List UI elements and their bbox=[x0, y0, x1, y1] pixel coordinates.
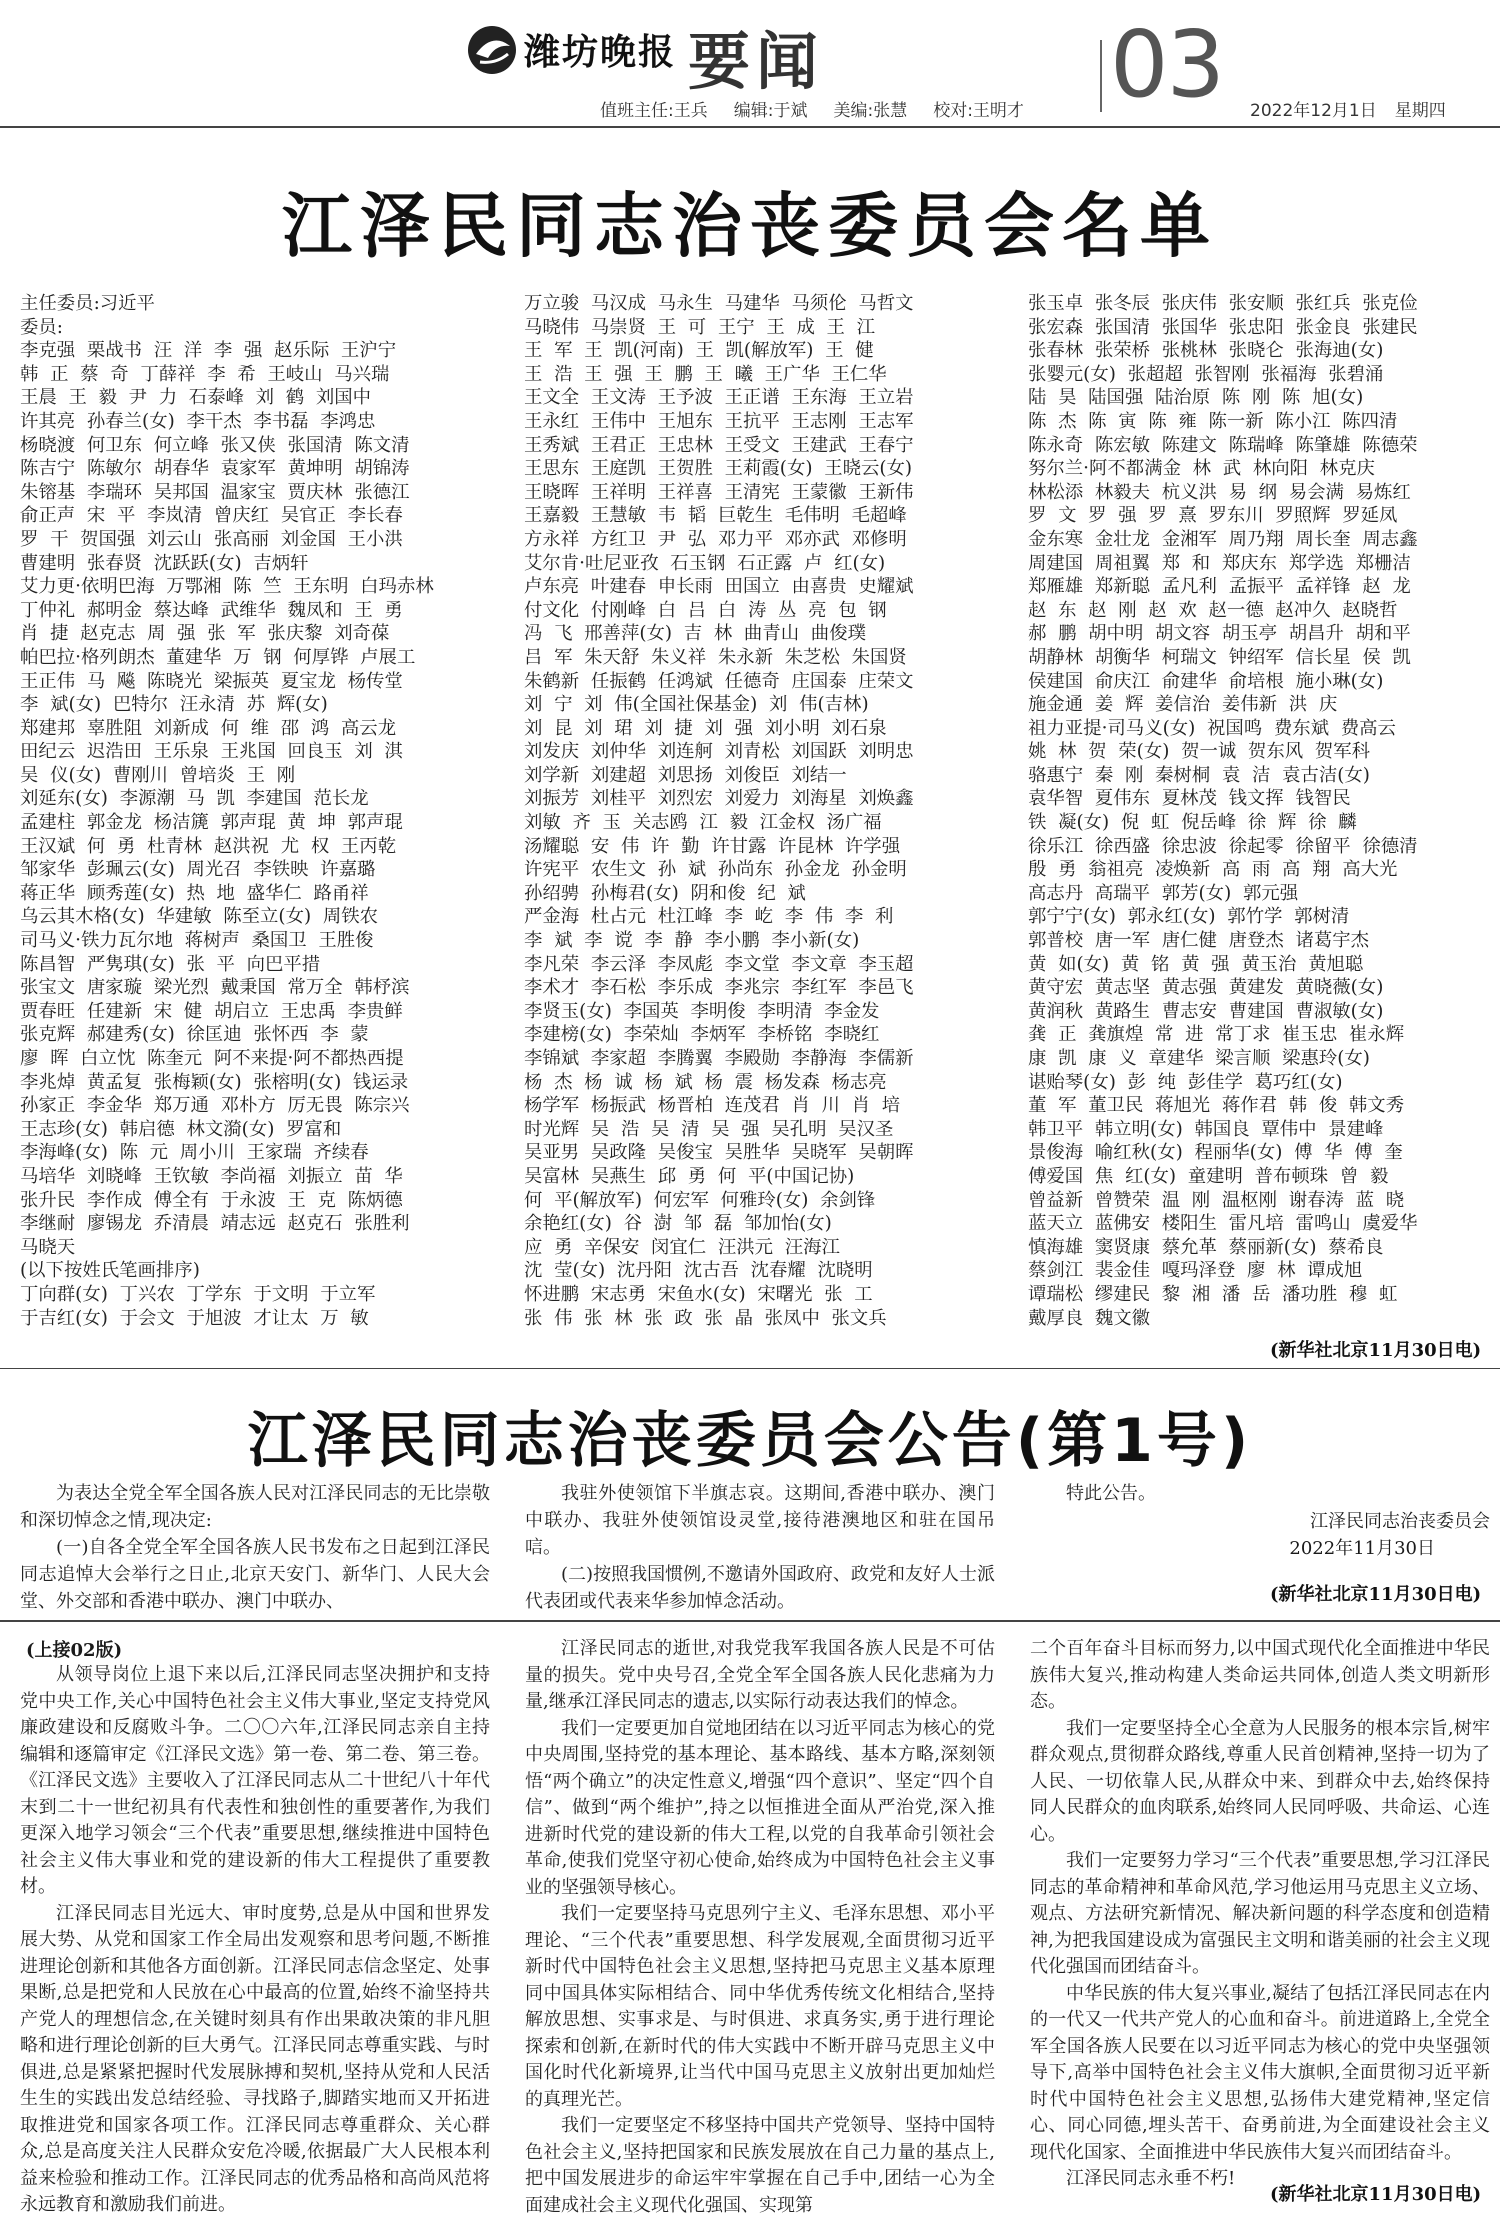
article-paragraph: 中华民族的伟大复兴事业,凝结了包括江泽民同志在内的一代又一代共产党人的心血和奋斗。前进道路上,全党全军全国各族人民要在以习近平同志为核心的党中央坚强领导下,高举中国特色社会主义伟大旗帜,全面贯彻习近平新时代中国特色社会主义思想,弘扬伟大建党精神,坚定信心、同心同德,埋头苦干、奋勇前进,为全面建设社会主义现代化国家、全面推进中华民族伟大复兴而团结奋斗。 bbox=[1030, 1982, 1490, 2163]
name-list-row: 铁 凝(女) 倪 虹 倪岳峰 徐 辉 徐 麟 bbox=[1028, 812, 1357, 834]
name-list-row: 吴亚男 吴政隆 吴俊宝 吴胜华 吴晓军 吴朝晖 bbox=[524, 1142, 914, 1164]
name-list-row: 李贤玉(女) 李国英 李明俊 李明清 李金发 bbox=[524, 1000, 880, 1022]
name-list-row: 帕巴拉·格列朗杰 董建华 万 钢 何厚铧 卢展工 bbox=[20, 646, 416, 668]
name-list-row: 何 平(解放军) 何宏军 何雅玲(女) 余剑锋 bbox=[524, 1189, 876, 1211]
name-list-row: 马培华 刘晓峰 王钦敏 李尚福 刘振立 苗 华 bbox=[20, 1165, 403, 1187]
announcement-paragraph: 我驻外使领馆下半旗志哀。这期间,香港中联办、澳门中联办、我驻外使领馆设灵堂,接待港澳地区和驻在国吊唁。 bbox=[525, 1483, 995, 1558]
name-list-row: 李 斌 李 谠 李 静 李小鹏 李小新(女) bbox=[524, 930, 860, 952]
name-list-row: 罗 干 贺国强 刘云山 张高丽 刘金国 王小洪 bbox=[20, 528, 403, 550]
name-list-row: 朱鹤新 任振鹤 任鸿斌 任德奇 庄国泰 庄荣文 bbox=[524, 670, 914, 692]
announcement-closing: 特此公告。 bbox=[1066, 1483, 1156, 1504]
name-list-row: 陈吉宁 陈敏尔 胡春华 袁家军 黄坤明 胡锦涛 bbox=[20, 458, 410, 480]
staff-art-editor: 美编:张慧 bbox=[833, 101, 908, 121]
name-list-row: 司马义·铁力瓦尔地 蒋树声 桑国卫 王胜俊 bbox=[20, 930, 374, 952]
name-list-row: 于吉红(女) 于会文 于旭波 才让太 万 敏 bbox=[20, 1307, 369, 1329]
list-headline: 江泽民同志治丧委员会名单 bbox=[282, 185, 1218, 267]
name-list-row: 景俊海 喻红秋(女) 程丽华(女) 傅 华 傅 奎 bbox=[1028, 1142, 1403, 1164]
name-list-row: 杨学军 杨振武 杨晋柏 连茂君 肖 川 肖 培 bbox=[524, 1095, 901, 1117]
name-list-row: 李凡荣 李云泽 李凤彪 李文堂 李文章 李玉超 bbox=[524, 953, 914, 975]
name-list-row: 张婴元(女) 张超超 张智刚 张福海 张碧涌 bbox=[1028, 363, 1384, 385]
name-list-row: 金东寒 金壮龙 金湘军 周乃翔 周长奎 周志鑫 bbox=[1028, 528, 1418, 550]
name-list-row: 黄润秋 黄路生 曹志安 曹建国 曹淑敏(女) bbox=[1028, 1000, 1384, 1022]
continuation-column-3 bbox=[1030, 1636, 1490, 2193]
name-list-row: 袁华智 夏伟东 夏林茂 钱文挥 钱智民 bbox=[1028, 788, 1351, 810]
continuation-column-1 bbox=[20, 1662, 490, 2219]
name-list-row: 曾益新 曾赞荣 温 刚 温枢刚 谢春涛 蓝 晓 bbox=[1028, 1189, 1405, 1211]
dateline bbox=[1250, 96, 1464, 121]
name-list-row: 慎海雄 窦贤康 蔡允革 蔡丽新(女) 蔡希良 bbox=[1028, 1236, 1384, 1258]
name-list-row: 刘 宁 刘 伟(全国社保基金) 刘 伟(吉林) bbox=[524, 694, 869, 716]
name-list-row: 万立骏 马汉成 马永生 马建华 马须伦 马哲文 bbox=[524, 293, 914, 314]
list-column-1 bbox=[20, 292, 510, 1330]
name-list-row: 杨 杰 杨 诚 杨 斌 杨 震 杨发森 杨志亮 bbox=[524, 1071, 887, 1093]
name-list-row: 李兆焯 黄孟复 张梅颖(女) 张榕明(女) 钱运录 bbox=[20, 1071, 409, 1093]
continuation-credit: (新华社北京11月30日电) bbox=[1270, 2184, 1482, 2205]
name-list-row: 田纪云 迟浩田 王乐泉 王兆国 回良玉 刘 淇 bbox=[20, 741, 403, 763]
announcement-column-1 bbox=[20, 1480, 490, 1615]
list-column-3 bbox=[1028, 292, 1498, 1330]
name-list-row: 殷 勇 翁祖亮 凌焕新 高 雨 高 翔 高大光 bbox=[1028, 859, 1398, 881]
masthead-rule bbox=[0, 126, 1500, 128]
name-list-row: (以下按姓氏笔画排序) bbox=[20, 1260, 200, 1282]
name-list-row: 王 浩 王 强 王 鹏 王 曦 王广华 王仁华 bbox=[524, 363, 887, 385]
name-list-row: 艾尔肯·吐尼亚孜 石玉钢 石正露 卢 红(女) bbox=[524, 552, 886, 574]
name-list-row: 董 军 董卫民 蒋旭光 蒋作君 韩 俊 韩文秀 bbox=[1028, 1095, 1405, 1117]
name-list-row: 余艳红(女) 谷 澍 邹 磊 邹加怡(女) bbox=[524, 1213, 832, 1235]
name-list-row: 黄守宏 黄志坚 黄志强 黄建发 黄晓薇(女) bbox=[1028, 977, 1384, 999]
name-list-row: 张玉卓 张冬辰 张庆伟 张安顺 张红兵 张克俭 bbox=[1028, 293, 1418, 314]
announcement-column-3 bbox=[1030, 1480, 1490, 1507]
name-list-row: 俞正声 宋 平 李岚清 曾庆红 吴官正 李长春 bbox=[20, 505, 403, 527]
announcement-headline: 江泽民同志治丧委员会公告(第1号) bbox=[247, 1406, 1253, 1476]
name-list-row: 付文化 付刚峰 白 吕 白 涛 丛 亮 包 钢 bbox=[524, 599, 887, 621]
list-credit: (新华社北京11月30日电) bbox=[1270, 1340, 1482, 1361]
name-list-row: 许其亮 孙春兰(女) 李干杰 李书磊 李鸿忠 bbox=[20, 410, 376, 432]
name-list-row: 傅爱国 焦 红(女) 童建明 普布顿珠 曾 毅 bbox=[1028, 1165, 1389, 1187]
name-list-row: 张宝文 唐家璇 梁光烈 戴秉国 常万全 韩杼滨 bbox=[20, 977, 410, 999]
name-list-row: 邹家华 彭珮云(女) 周光召 李铁映 许嘉璐 bbox=[20, 859, 376, 881]
name-list-row: 王志珍(女) 韩启德 林文漪(女) 罗富和 bbox=[20, 1118, 342, 1140]
name-list-row: 时光辉 吴 浩 吴 清 吴 强 吴孔明 吴汉圣 bbox=[524, 1118, 894, 1140]
name-list-row: 朱镕基 李瑞环 吴邦国 温家宝 贾庆林 张德江 bbox=[20, 481, 410, 503]
name-list-row: 杨晓渡 何卫东 何立峰 张又侠 张国清 陈文清 bbox=[20, 434, 410, 456]
name-list-row: 祖力亚提·司马义(女) 祝国鸣 费东斌 费高云 bbox=[1028, 717, 1396, 739]
name-list-row: 林松添 林毅夫 杭义洪 易 纲 易会满 易炼红 bbox=[1028, 481, 1411, 503]
name-list-row: 李 斌(女) 巴特尔 汪永清 苏 辉(女) bbox=[20, 694, 328, 716]
name-list-row: 王文全 王文涛 王予波 王正谱 王东海 王立岩 bbox=[524, 387, 914, 409]
name-list-row: 严金海 杜占元 杜江峰 李 屹 李 伟 李 利 bbox=[524, 906, 894, 928]
name-list-row: 汤耀聪 安 伟 许 勤 许甘露 许昆林 许学强 bbox=[524, 835, 901, 857]
name-list-row: 李海峰(女) 陈 元 周小川 王家瑞 齐续春 bbox=[20, 1142, 369, 1164]
name-list-row: 孙绍骋 孙梅君(女) 阴和俊 纪 斌 bbox=[524, 882, 806, 904]
name-list-row: 郭宁宁(女) 郭永红(女) 郭竹学 郭树清 bbox=[1028, 906, 1350, 928]
name-list-row: 谌贻琴(女) 彭 纯 彭佳学 葛巧红(女) bbox=[1028, 1071, 1343, 1093]
continued-from-label: (上接02版) bbox=[26, 1640, 123, 1661]
article-paragraph: 我们一定要努力学习“三个代表”重要思想,学习江泽民同志的革命精神和革命风范,学习他运用马克思主义立场、观点、方法研究新情况、解决新问题的科学态度和创造精神,为把我国建设成为富强民主文明和谐美丽的社会主义现代化强国而团结奋斗。 bbox=[1030, 1850, 1490, 1977]
issue-date: 2022年12月1日 bbox=[1250, 101, 1377, 121]
name-list-row: 吕 军 朱天舒 朱义祥 朱永新 朱芝松 朱国贤 bbox=[524, 646, 907, 668]
name-list-row: 丁向群(女) 丁兴农 丁学东 于文明 于立军 bbox=[20, 1283, 376, 1305]
name-list-row: 曹建明 张春贤 沈跃跃(女) 吉炳轩 bbox=[20, 552, 309, 574]
name-list-row: 蒋正华 顾秀莲(女) 热 地 盛华仁 路甬祥 bbox=[20, 882, 369, 904]
name-list-row: 怀进鹏 宋志勇 宋鱼水(女) 宋曙光 张 工 bbox=[524, 1283, 873, 1305]
name-list-row: 王汉斌 何 勇 杜青林 赵洪祝 尤 权 王丙乾 bbox=[20, 835, 397, 857]
newspaper-brand: 潍坊晚报 bbox=[524, 32, 677, 73]
name-list-row: 吴富林 吴燕生 邱 勇 何 平(中国记协) bbox=[524, 1165, 855, 1187]
name-list-row: 王嘉毅 王慧敏 韦 韬 巨乾生 毛伟明 毛超峰 bbox=[524, 505, 907, 527]
name-list-row: 赵 东 赵 刚 赵 欢 赵一德 赵冲久 赵晓哲 bbox=[1028, 599, 1398, 621]
article-paragraph: 江泽民同志目光远大、审时度势,总是从中国和世界发展大势、从党和国家工作全局出发观察和思考问题,不断推进理论创新和其他各方面创新。江泽民同志信念坚定、处事果断,总是把党和人民放在心中最高的位置,始终不渝坚持共产党人的理想信念,在关键时刻具有作出果敢决策的非凡胆略和进行理论创新的巨大勇气。江泽民同志尊重实践、与时俱进,总是紧紧把握时代发展脉搏和契机,坚持从党和人民活生生的实践出发总结经验、寻找路子,脚踏实地而又开拓进取推进党和国家各项工作。江泽民同志尊重群众、关心群众,总是高度关注人民群众安危冷暖,依据最广大人民根本利益来检验和推动工作。江泽民同志的优秀品格和高尚风范将永远教育和激励我们前进。 bbox=[20, 1902, 490, 2215]
name-list-row: 廖 晖 白立忱 陈奎元 阿不来提·阿不都热西提 bbox=[20, 1048, 404, 1069]
name-list-row: 冯 飞 邢善萍(女) 吉 林 曲青山 曲俊璞 bbox=[524, 623, 866, 645]
article-paragraph: 我们一定要坚持全心全意为人民服务的根本宗旨,树牢群众观点,贯彻群众路线,尊重人民首创精神,坚持一切为了人民、一切依靠人民,从群众中来、到群众中去,始终保持同人民群众的血肉联系,始终同人民同呼吸、共命运、心连心。 bbox=[1030, 1717, 1490, 1845]
name-list-row: 丁仲礼 郝明金 蔡达峰 武维华 魏凤和 王 勇 bbox=[20, 599, 403, 621]
name-list-row: 骆惠宁 秦 刚 秦树桐 袁 洁 袁古洁(女) bbox=[1028, 764, 1370, 786]
staff-editor: 编辑:于斌 bbox=[733, 101, 808, 121]
name-list-row: 康 凯 康 义 章建华 梁言顺 梁惠玲(女) bbox=[1028, 1048, 1370, 1069]
name-list-row: 谭瑞松 缪建民 黎 湘 潘 岳 潘功胜 穆 虹 bbox=[1028, 1283, 1398, 1305]
name-list-row: 郝 鹏 胡中明 胡文容 胡玉亭 胡昌升 胡和平 bbox=[1028, 623, 1411, 645]
name-list-row: 韩 正 蔡 奇 丁薛祥 李 希 王岐山 马兴瑞 bbox=[20, 363, 390, 385]
name-list-row: 主任委员:习近平 bbox=[20, 293, 155, 314]
name-list-row: 许宪平 农生文 孙 斌 孙尚东 孙金龙 孙金明 bbox=[524, 859, 907, 881]
name-list-row: 郑雁雄 郑新聪 孟凡利 孟振平 孟祥锋 赵 龙 bbox=[1028, 576, 1411, 598]
name-list-row: 黄 如(女) 黄 铭 黄 强 黄玉治 黄旭聪 bbox=[1028, 953, 1364, 975]
name-list-row: 肖 捷 赵克志 周 强 张 军 张庆黎 刘奇葆 bbox=[20, 623, 390, 645]
name-list-row: 马晓伟 马崇贤 王 可 王宁 王 成 王 江 bbox=[524, 316, 876, 338]
name-list-row: 王思东 王庭凯 王贺胜 王莉霞(女) 王晓云(女) bbox=[524, 458, 913, 480]
name-list-row: 刘 昆 刘 珺 刘 捷 刘 强 刘小明 刘石泉 bbox=[524, 717, 887, 739]
name-list-row: 龚 正 龚旗煌 常 进 常丁求 崔玉忠 崔永辉 bbox=[1028, 1024, 1405, 1046]
name-list-row: 李锦斌 李家超 李腾翼 李殿勋 李静海 李儒新 bbox=[524, 1048, 914, 1069]
name-list-row: 戴厚良 魏文徽 bbox=[1028, 1307, 1151, 1329]
article-paragraph: 我们一定要更加自觉地团结在以习近平同志为核心的党中央周围,坚持党的基本理论、基本路线、基本方略,深刻领悟“两个确立”的决定性意义,增强“四个意识”、坚定“四个自信”、做到“两个维护”,持之以恒推进全面从严治党,深入推进新时代党的建设新的伟大工程,以党的自我革命引领社会革命,使我们党坚守初心使命,始终成为中国特色社会主义事业的坚强领导核心。 bbox=[525, 1717, 995, 1898]
name-list-row: 张克辉 郝建秀(女) 徐匡迪 张怀西 李 蒙 bbox=[20, 1024, 369, 1046]
name-list-row: 蔡剑江 裴金佳 嘎玛泽登 廖 林 谭成旭 bbox=[1028, 1260, 1363, 1282]
article-paragraph: 江泽民同志的逝世,对我党我军我国各族人民是不可估量的损失。党中央号召,全党全军全国各族人民化悲痛为力量,继承江泽民同志的遗志,以实际行动表达我们的悼念。 bbox=[525, 1638, 995, 1712]
name-list-row: 胡静林 胡衡华 柯瑞文 钟绍军 信长星 侯 凯 bbox=[1028, 646, 1411, 668]
name-list-row: 王正伟 马 飚 陈晓光 梁振英 夏宝龙 杨传堂 bbox=[20, 670, 403, 692]
name-list-row: 徐乐江 徐西盛 徐忠波 徐起零 徐留平 徐德清 bbox=[1028, 835, 1418, 857]
name-list-row: 孙家正 李金华 郑万通 邓朴方 厉无畏 陈宗兴 bbox=[20, 1095, 410, 1117]
article-paragraph: 二个百年奋斗目标而努力,以中国式现代化全面推进中华民族伟大复兴,推动构建人类命运共同体,创造人类文明新形态。 bbox=[1030, 1638, 1490, 1712]
name-list-row: 蓝天立 蓝佛安 楼阳生 雷凡培 雷鸣山 虞爱华 bbox=[1028, 1213, 1418, 1235]
announcement-paragraph: (一)自各全党全军全国各族人民书发布之日起到江泽民同志追悼大会举行之日止,北京天安门、新华门、人民大会堂、外交部和香港中联办、澳门中联办、 bbox=[20, 1537, 490, 1612]
announcement-date: 2022年11月30日 bbox=[1289, 1538, 1435, 1559]
name-list-row: 乌云其木格(女) 华建敏 陈至立(女) 周铁农 bbox=[20, 906, 379, 928]
name-list-row: 李继耐 廖锡龙 乔清晨 靖志远 赵克石 张胜利 bbox=[20, 1213, 410, 1235]
announcement-signature: 江泽民同志治丧委员会 bbox=[1310, 1511, 1490, 1532]
announcement-paragraph: 为表达全党全军全国各族人民对江泽民同志的无比崇敬和深切悼念之情,现决定: bbox=[20, 1483, 490, 1531]
name-list-row: 王 军 王 凯(河南) 王 凯(解放军) 王 健 bbox=[524, 340, 874, 362]
name-list-row: 罗 文 罗 强 罗 熹 罗东川 罗照辉 罗延凤 bbox=[1028, 505, 1398, 527]
name-list-row: 郑建邦 辜胜阻 刘新成 何 维 邵 鸿 高云龙 bbox=[20, 717, 397, 739]
name-list-row: 张升民 李作成 傅全有 于永波 王 克 陈炳德 bbox=[20, 1189, 403, 1211]
article-paragraph: 江泽民同志永垂不朽! bbox=[1066, 2168, 1236, 2189]
announcement-paragraph: (二)按照我国惯例,不邀请外国政府、政党和友好人士派代表团或代表来华参加悼念活动。 bbox=[525, 1564, 995, 1612]
name-list-row: 马晓天 bbox=[20, 1236, 76, 1258]
continuation-column-2 bbox=[525, 1636, 995, 2219]
name-list-row: 应 勇 辛保安 闵宜仁 汪洪元 汪海江 bbox=[524, 1236, 840, 1258]
name-list-row: 刘学新 刘建超 刘思扬 刘俊臣 刘结一 bbox=[524, 764, 847, 786]
name-list-row: 李建榜(女) 李荣灿 李炳军 李桥铭 李晓红 bbox=[524, 1024, 880, 1046]
name-list-row: 孟建柱 郭金龙 杨洁篪 郭声琨 黄 坤 郭声琨 bbox=[20, 812, 403, 834]
name-list-row: 委员: bbox=[20, 316, 63, 338]
name-list-row: 陆 昊 陆国强 陆治原 陈 刚 陈 旭(女) bbox=[1028, 387, 1364, 409]
masthead bbox=[0, 0, 1500, 128]
name-list-row: 姚 林 贺 荣(女) 贺一诚 贺东风 贺军科 bbox=[1028, 741, 1370, 763]
name-list-row: 刘发庆 刘仲华 刘连舸 刘青松 刘国跃 刘明忠 bbox=[524, 741, 914, 763]
name-list-row: 王晓晖 王祥明 王祥喜 王清宪 王蒙徽 王新伟 bbox=[524, 481, 914, 503]
name-list-row: 李克强 栗战书 汪 洋 李 强 赵乐际 王沪宁 bbox=[20, 340, 397, 362]
name-list-row: 王晨 王 毅 尹 力 石泰峰 刘 鹤 刘国中 bbox=[20, 387, 372, 409]
name-list-row: 方永祥 方红卫 尹 弘 邓力平 邓亦武 邓修明 bbox=[524, 528, 907, 550]
name-list-row: 周建国 周祖翼 郑 和 郑庆东 郑学选 郑栅洁 bbox=[1028, 552, 1411, 574]
name-list-row: 沈 莹(女) 沈丹阳 沈古吾 沈春耀 沈晓明 bbox=[524, 1260, 873, 1282]
name-list-row: 张 伟 张 林 张 政 张 晶 张凤中 张文兵 bbox=[524, 1307, 887, 1329]
list-column-2 bbox=[524, 292, 1014, 1330]
name-list-row: 王永红 王伟中 王旭东 王抗平 王志刚 王志军 bbox=[524, 410, 914, 432]
name-list-row: 陈昌智 严隽琪(女) 张 平 向巴平措 bbox=[20, 953, 321, 975]
name-list-row: 陈永奇 陈宏敏 陈建文 陈瑞峰 陈肇雄 陈德荣 bbox=[1028, 434, 1418, 456]
section-divider-2 bbox=[0, 1620, 1500, 1622]
name-list-row: 贾春旺 任建新 宋 健 胡启立 王忠禹 李贵鲜 bbox=[20, 1000, 403, 1022]
staff-duty-editor: 值班主任:王兵 bbox=[600, 101, 708, 121]
announcement-credit: (新华社北京11月30日电) bbox=[1270, 1584, 1482, 1605]
name-list-row: 刘振芳 刘桂平 刘烈宏 刘爱力 刘海星 刘焕鑫 bbox=[524, 788, 914, 810]
name-list-row: 郭普校 唐一军 唐仁健 唐登杰 诸葛宇杰 bbox=[1028, 930, 1370, 952]
name-list-row: 韩卫平 韩立明(女) 韩国良 覃伟中 景建峰 bbox=[1028, 1118, 1384, 1140]
name-list-row: 卢东亮 叶建春 申长雨 田国立 由喜贵 史耀斌 bbox=[524, 576, 914, 598]
issue-weekday: 星期四 bbox=[1394, 101, 1446, 121]
name-list-row: 刘延东(女) 李源潮 马 凯 李建国 范长龙 bbox=[20, 788, 369, 810]
page-number: 03 bbox=[1110, 11, 1224, 118]
name-list-row: 高志丹 高瑞平 郭芳(女) 郭元强 bbox=[1028, 882, 1299, 904]
name-list-row: 王秀斌 王君正 王忠林 王受文 王建武 王春宁 bbox=[524, 434, 914, 456]
section-divider-1 bbox=[0, 1368, 1500, 1369]
name-list-row: 施金通 姜 辉 姜信治 姜伟新 洪 庆 bbox=[1028, 694, 1338, 716]
staff-line bbox=[600, 96, 1050, 121]
newspaper-logo-icon bbox=[466, 24, 518, 76]
announcement-column-2 bbox=[525, 1480, 995, 1615]
masthead-divider bbox=[1100, 40, 1102, 112]
name-list-row: 刘敏 齐 玉 关志鸥 江 毅 江金权 汤广福 bbox=[524, 812, 882, 834]
name-list-row: 张宏森 张国清 张国华 张忠阳 张金良 张建民 bbox=[1028, 316, 1418, 338]
name-list-row: 艾力更·依明巴海 万鄂湘 陈 竺 王东明 白玛赤林 bbox=[20, 576, 434, 598]
name-list-row: 李术才 李石松 李乐成 李兆宗 李红军 李邑飞 bbox=[524, 977, 914, 999]
name-list-row: 陈 杰 陈 寅 陈 雍 陈一新 陈小江 陈四清 bbox=[1028, 410, 1398, 432]
name-list-row: 吴 仪(女) 曹刚川 曾培炎 王 刚 bbox=[20, 764, 296, 786]
article-paragraph: 我们一定要坚定不移坚持中国共产党领导、坚持中国特色社会主义,坚持把国家和民族发展放在自己力量的基点上,把中国发展进步的命运牢牢掌握在自己手中,团结一心为全面建成社会主义现代化强国、实现第 bbox=[525, 2115, 995, 2216]
name-list-row: 侯建国 俞庆江 俞建华 俞培根 施小琳(女) bbox=[1028, 670, 1384, 692]
name-list-row: 努尔兰·阿不都满金 林 武 林向阳 林克庆 bbox=[1028, 458, 1375, 480]
staff-proofreader: 校对:王明才 bbox=[933, 101, 1024, 121]
article-paragraph: 从领导岗位上退下来以后,江泽民同志坚决拥护和支持党中央工作,关心中国特色社会主义伟大事业,坚定支持党风廉政建设和反腐败斗争。二〇〇六年,江泽民同志亲自主持编辑和逐篇审定《江泽民文选》第一卷、第二卷、第三卷。《江泽民文选》主要收入了江泽民同志从二十世纪八十年代末到二十一世纪初具有代表性和独创性的重要著作,为我们更深入地学习领会“三个代表”重要思想,继续推进中国特色社会主义伟大事业和党的建设新的伟大工程提供了重要教材。 bbox=[20, 1664, 490, 1897]
section-title: 要闻 bbox=[688, 25, 825, 98]
name-list-row: 张春林 张荣桥 张桃林 张晓仑 张海迪(女) bbox=[1028, 340, 1384, 362]
article-paragraph: 我们一定要坚持马克思列宁主义、毛泽东思想、邓小平理论、“三个代表”重要思想、科学发展观,全面贯彻习近平新时代中国特色社会主义思想,坚持把马克思主义基本原理同中国具体实际相结合、同中华优秀传统文化相结合,坚持解放思想、实事求是、与时俱进、求真务实,勇于进行理论探索和创新,在新时代的伟大实践中不断开辟马克思主义中国化时代化新境界,让当代中国马克思主义放射出更加灿烂的真理光芒。 bbox=[525, 1903, 995, 2110]
